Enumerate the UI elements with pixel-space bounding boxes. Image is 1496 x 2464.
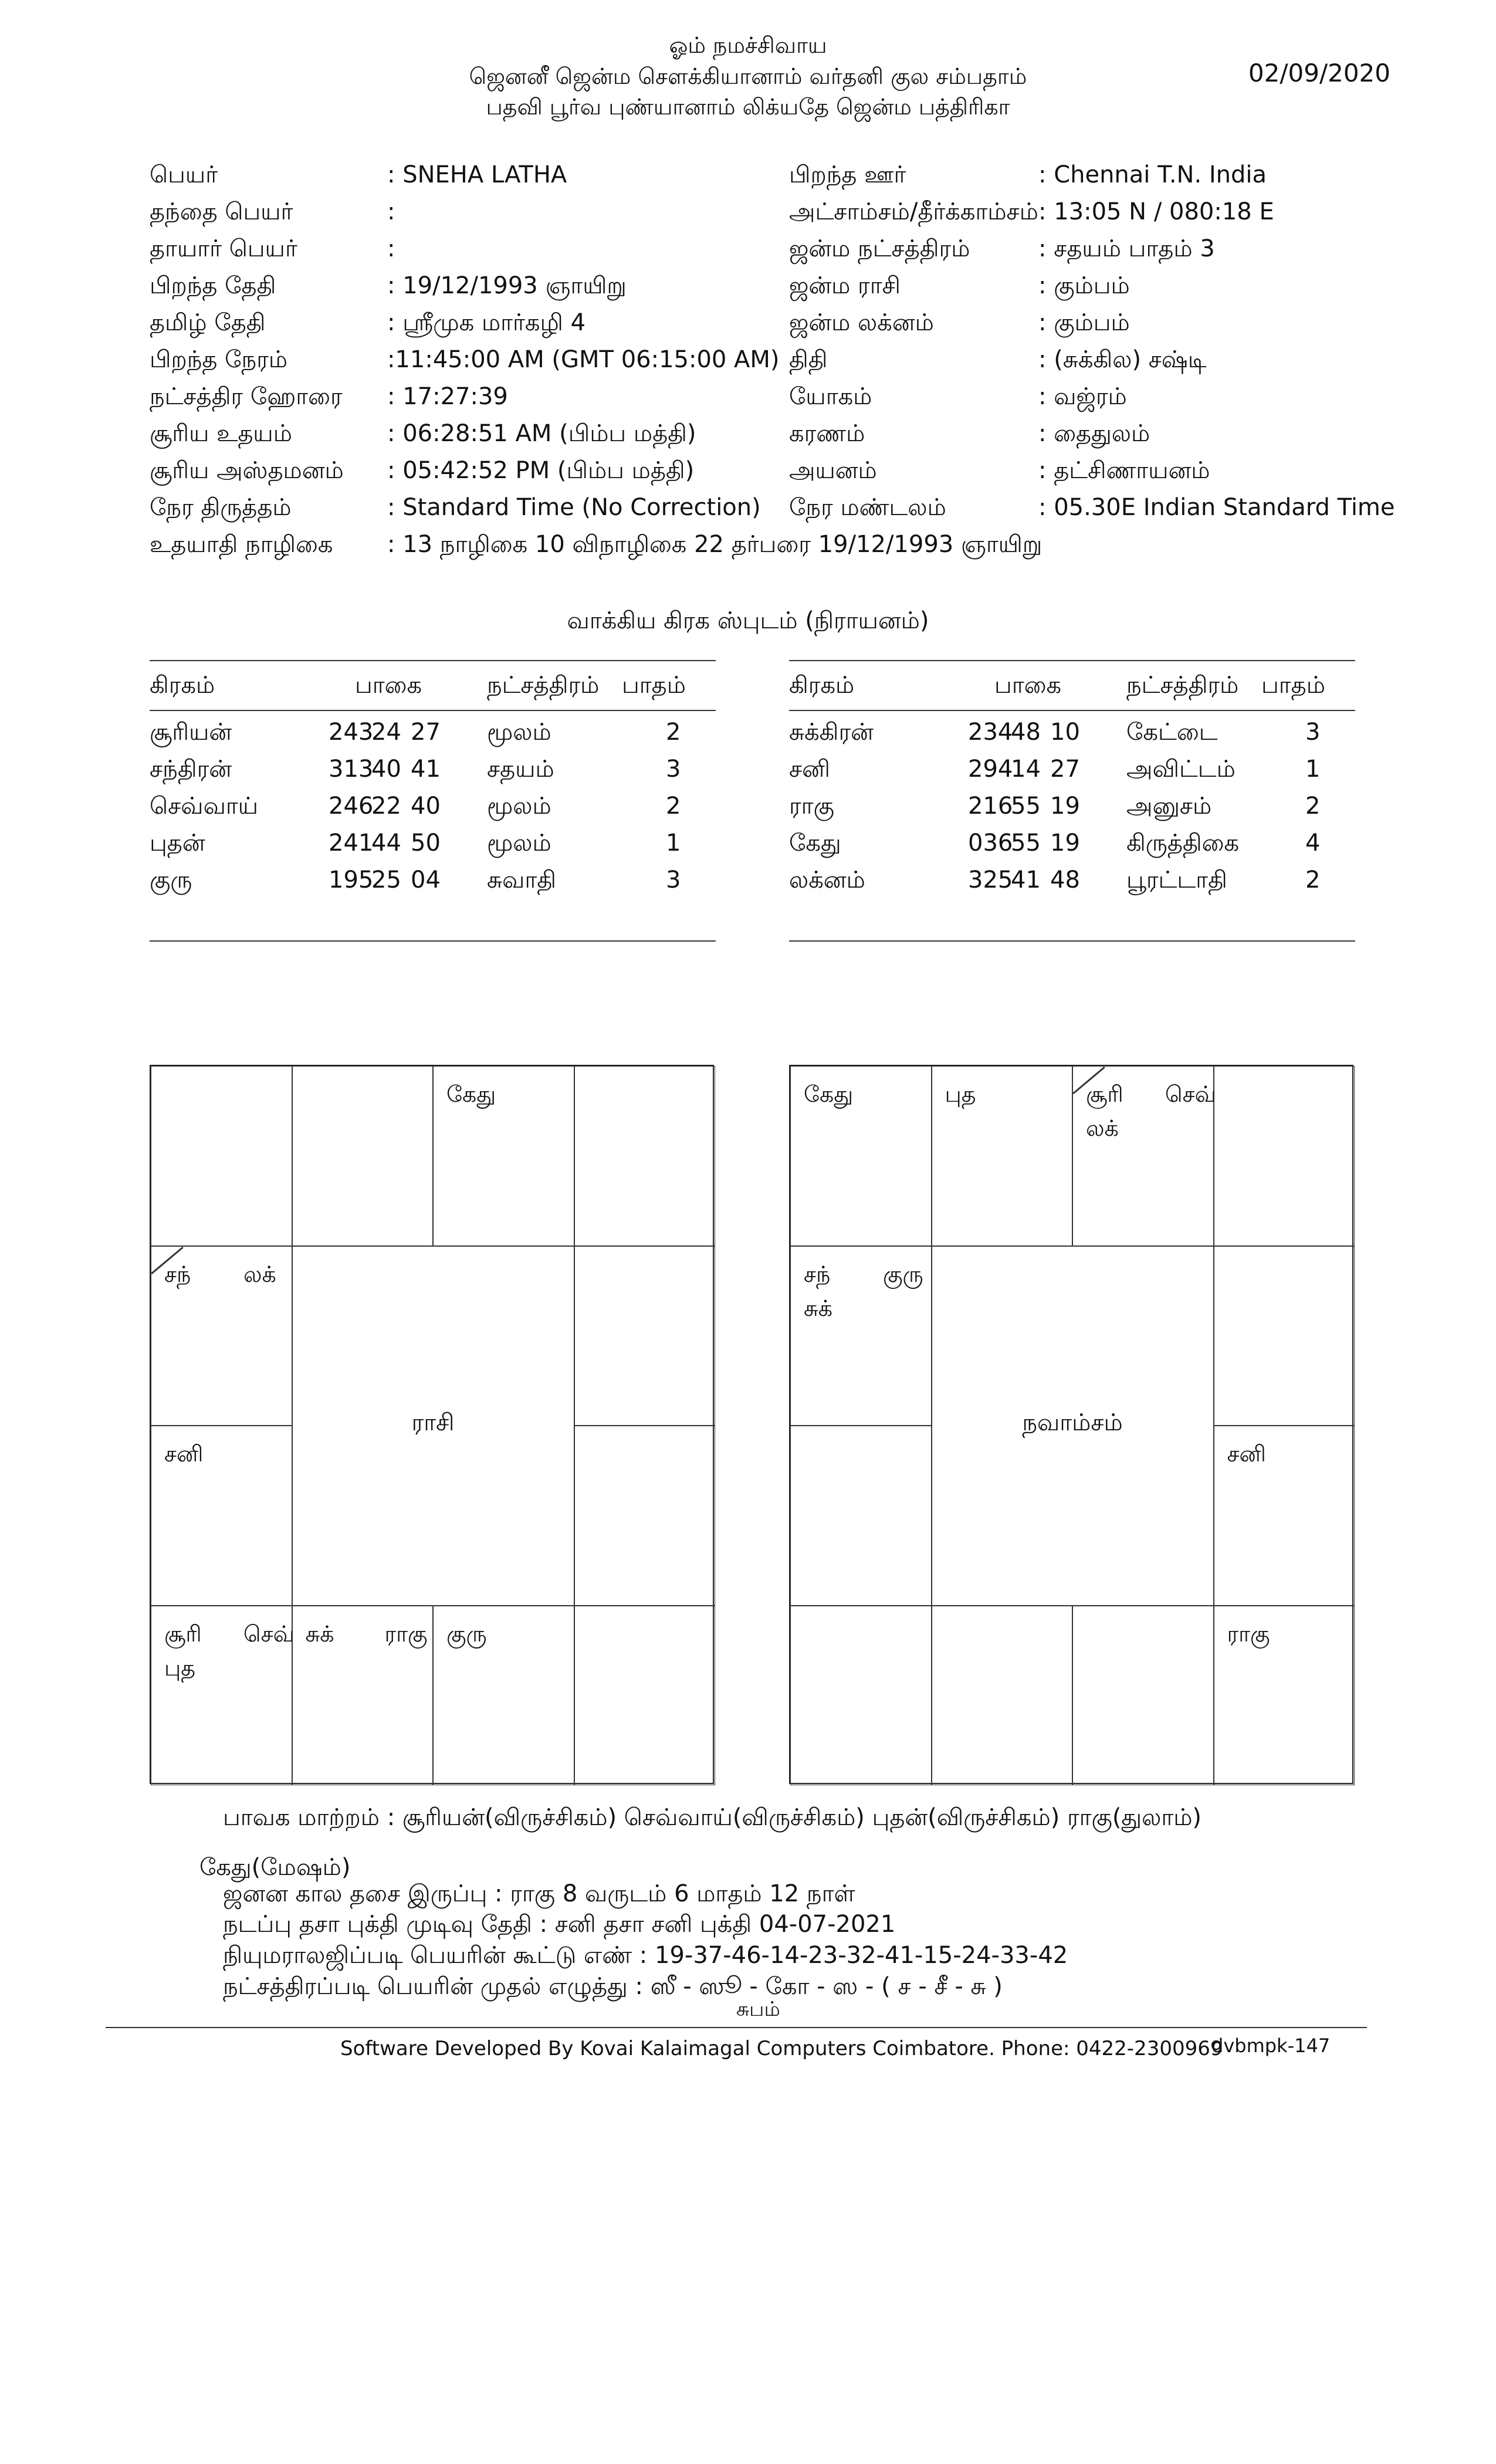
footer-rule [106, 2027, 1367, 2028]
detail-label: அயனம் [789, 457, 877, 484]
table-top-rule [789, 660, 1355, 661]
col-header-planet: கிரகம் [150, 672, 215, 699]
detail-value: :11:45:00 AM (GMT 06:15:00 AM) [387, 346, 780, 373]
chart-house [433, 1606, 574, 1786]
planet-pada: 3 [666, 756, 681, 783]
chart-house [292, 1606, 434, 1786]
detail-label: தந்தை பெயர் [150, 198, 293, 225]
col-header-pada: பாதம் [1261, 672, 1325, 699]
bhava-change-2: கேது(மேஷம்) [199, 1854, 351, 1881]
table-header-rule [789, 710, 1355, 711]
col-header-pada: பாதம் [622, 672, 686, 699]
planet-s: 19 [1050, 830, 1080, 857]
detail-value: : 17:27:39 [387, 383, 508, 410]
table-header-rule [150, 710, 716, 711]
chart-house [574, 1066, 716, 1246]
planet-star: அவிட்டம் [1126, 756, 1236, 783]
detail-label: தமிழ் தேதி [150, 309, 266, 336]
planet-pada: 1 [666, 830, 681, 857]
detail-label: கரணம் [789, 420, 865, 447]
detail-value: : [387, 198, 395, 225]
col-header-planet: கிரகம் [789, 672, 855, 699]
planet-planet: குரு [150, 867, 192, 893]
planet-star: மூலம் [487, 830, 551, 857]
planet-abbrev: சனி [1227, 1441, 1266, 1467]
table-top-rule [150, 660, 716, 661]
planet-planet: சுக்கிரன் [789, 719, 874, 746]
planet-pada: 2 [666, 793, 681, 820]
planet-star: பூரட்டாதி [1126, 867, 1227, 893]
planet-planet: லக்னம் [789, 867, 865, 893]
planet-d: 036 [968, 830, 1013, 857]
planet-pada: 2 [666, 719, 681, 746]
planet-d: 294 [968, 756, 1013, 783]
planet-star: மூலம் [487, 719, 551, 746]
numerology: நியுமராலஜிப்படி பெயரின் கூட்டு எண் : 19-37-46-14-23-32-41-15-24-33-42 [223, 1942, 1068, 1969]
chart-house [790, 1426, 932, 1606]
planet-star: மூலம் [487, 793, 551, 820]
planet-d: 313 [329, 756, 374, 783]
birth-dasa: ஜனன கால தசை இருப்பு : ராகு 8 வருடம் 6 மாதம் 12 நாள் [223, 1880, 855, 1907]
detail-label: நட்சத்திர ஹோரை [150, 383, 343, 410]
detail-label: பெயர் [150, 161, 218, 188]
planet-m: 25 [371, 867, 401, 893]
planet-planet: சூரியன் [150, 719, 232, 746]
planet-m: 40 [371, 756, 401, 783]
planet-s: 04 [411, 867, 441, 893]
detail-label: ஜன்ம ராசி [789, 272, 901, 299]
planet-m: 55 [1011, 793, 1041, 820]
chart-house [574, 1426, 716, 1606]
planet-planet: சனி [789, 756, 830, 783]
planet-s: 10 [1050, 719, 1080, 746]
chart-house [932, 1606, 1073, 1786]
planet-abbrev: புத [164, 1654, 196, 1681]
col-header-star: நட்சத்திரம் [487, 672, 600, 699]
planet-table-right [789, 660, 1355, 942]
planet-abbrev: கேது [446, 1081, 496, 1107]
detail-label: நேர மண்டலம் [789, 494, 946, 521]
planet-m: 48 [1011, 719, 1041, 746]
planet-d: 241 [329, 830, 374, 857]
detail-value: : [387, 235, 395, 262]
detail-value: : தட்சிணாயனம் [1038, 457, 1210, 484]
planet-abbrev: சந் [164, 1261, 191, 1287]
planet-planet: ராகு [789, 793, 834, 820]
header-line-2: ஜெனனீ ஜென்ம சௌக்கியானாம் வர்தனி குல சம்பதாம் [469, 63, 1027, 89]
planet-s: 41 [411, 756, 441, 783]
planet-star: கிருத்திகை [1126, 830, 1240, 857]
print-date: 02/09/2020 [1248, 59, 1390, 87]
detail-value: : (சுக்கில) சஷ்டி [1038, 346, 1207, 373]
name-first-letter: நட்சத்திரப்படி பெயரின் முதல் எழுத்து : ஸீ - ஸூ - கோ - ஸ - ( ச - சீ - சு ) [223, 1973, 1003, 2000]
chart-house [790, 1246, 932, 1426]
detail-value: : கும்பம் [1038, 309, 1130, 336]
detail-value: : 05:42:52 PM (பிம்ப மத்தி) [387, 457, 695, 484]
detail-value: : 06:28:51 AM (பிம்ப மத்தி) [387, 420, 696, 447]
detail-value: : 13 நாழிகை 10 விநாழிகை 22 தர்பரை 19/12/1993 ஞாயிறு [387, 531, 1043, 558]
planet-s: 27 [1050, 756, 1080, 783]
detail-value: : வஜ்ரம் [1038, 383, 1127, 410]
planet-star: சுவாதி [487, 867, 557, 893]
planet-planet: புதன் [150, 830, 205, 857]
planet-d: 234 [968, 719, 1013, 746]
col-header-star: நட்சத்திரம் [1126, 672, 1239, 699]
detail-label: சூரிய உதயம் [150, 420, 292, 447]
detail-label: ஜன்ம நட்சத்திரம் [789, 235, 970, 262]
table-bottom-rule [150, 940, 716, 942]
planet-abbrev: ராகு [1227, 1620, 1270, 1647]
detail-label: பிறந்த நேரம் [150, 346, 288, 373]
chart-house [1072, 1066, 1214, 1246]
planet-abbrev: சனி [164, 1441, 204, 1467]
planet-abbrev: லக் [1086, 1115, 1119, 1141]
planet-pada: 3 [1305, 719, 1321, 746]
planet-s: 48 [1050, 867, 1080, 893]
chart-house [1214, 1246, 1355, 1426]
table-bottom-rule [789, 940, 1355, 942]
planet-abbrev: சூரி [164, 1620, 202, 1647]
planet-m: 41 [1011, 867, 1041, 893]
planet-d: 216 [968, 793, 1013, 820]
planet-d: 195 [329, 867, 374, 893]
planet-pada: 4 [1305, 830, 1321, 857]
planet-s: 27 [411, 719, 441, 746]
detail-value: : Chennai T.N. India [1038, 161, 1267, 188]
detail-label: ஜன்ம லக்னம் [789, 309, 934, 336]
planet-abbrev: செவ் [1165, 1081, 1216, 1107]
detail-value: : 19/12/1993 ஞாயிறு [387, 272, 627, 299]
detail-value: : சதயம் பாதம் 3 [1038, 235, 1215, 262]
detail-value: : Standard Time (No Correction) [387, 494, 761, 521]
detail-label: யோகம் [789, 383, 872, 410]
detail-value: : SNEHA LATHA [387, 161, 567, 188]
detail-label: பிறந்த ஊர் [789, 161, 906, 188]
planet-s: 50 [411, 830, 441, 857]
planet-pada: 3 [666, 867, 681, 893]
planet-planet: கேது [789, 830, 841, 857]
planet-m: 14 [1011, 756, 1041, 783]
rasi-chart [150, 1065, 714, 1784]
header-line-3: பதவி பூர்வ புண்யானாம் லிக்யதே ஜென்ம பத்திரிகா [486, 94, 1010, 120]
chart-house [790, 1066, 932, 1246]
planet-star: சதயம் [487, 756, 554, 783]
planet-abbrev: புத [945, 1081, 976, 1107]
navamsa-chart [789, 1065, 1353, 1784]
chart-center-label: ராசி [411, 1409, 455, 1436]
chart-house [292, 1066, 434, 1246]
planet-abbrev: செவ் [243, 1620, 295, 1647]
planet-table-left [150, 660, 716, 942]
planet-m: 44 [371, 830, 401, 857]
planet-planet: சந்திரன் [150, 756, 232, 783]
chart-center-label: நவாம்சம் [1022, 1409, 1123, 1436]
chart-house [574, 1246, 716, 1426]
planet-planet: செவ்வாய் [150, 793, 259, 820]
chart-house [151, 1426, 292, 1606]
planet-m: 24 [371, 719, 401, 746]
planet-pada: 1 [1305, 756, 1321, 783]
planet-abbrev: சூரி [1086, 1081, 1123, 1107]
chart-house [151, 1246, 292, 1426]
col-header-degree: பாகை [355, 672, 422, 699]
col-header-degree: பாகை [994, 672, 1062, 699]
planet-m: 22 [371, 793, 401, 820]
chart-house [574, 1606, 716, 1786]
planet-abbrev: குரு [446, 1620, 487, 1647]
detail-label: பிறந்த தேதி [150, 272, 276, 299]
detail-label: உதயாதி நாழிகை [150, 531, 333, 558]
chart-house [1214, 1426, 1355, 1606]
detail-label: அட்சாம்சம்/தீர்க்காம்சம் [789, 198, 1038, 225]
planet-abbrev: லக் [243, 1261, 276, 1287]
detail-label: தாயார் பெயர் [150, 235, 297, 262]
planet-abbrev: சந் [804, 1261, 831, 1287]
document-code: dvbmpk-147 [1211, 2035, 1331, 2057]
detail-value: : ஸ்ரீமுக மார்கழி 4 [387, 309, 586, 336]
chart-house [151, 1606, 295, 1786]
auspicious: சுபம் [736, 1998, 780, 2021]
planet-s: 40 [411, 793, 441, 820]
planet-m: 55 [1011, 830, 1041, 857]
planet-d: 243 [329, 719, 374, 746]
planet-d: 325 [968, 867, 1013, 893]
bhava-change: பாவக மாற்றம் : சூரியன்(விருச்சிகம்) செவ்வாய்(விருச்சிகம்) புதன்(விருச்சிகம்) ராகு(துலாம்) [223, 1804, 1202, 1831]
planet-d: 246 [329, 793, 374, 820]
planet-abbrev: கேது [804, 1081, 854, 1107]
detail-value: : 05.30E Indian Standard Time [1038, 494, 1395, 521]
chart-house [433, 1066, 574, 1246]
detail-value: : 13:05 N / 080:18 E [1038, 198, 1274, 225]
detail-label: சூரிய அஸ்தமனம் [150, 457, 344, 484]
chart-house [932, 1066, 1073, 1246]
chart-house [151, 1066, 292, 1246]
planet-star: அனுசம் [1126, 793, 1212, 820]
header-line-1: ஓம் நமச்சிவாய [669, 32, 827, 58]
software-credit: Software Developed By Kovai Kalaimagal Computers Coimbatore. Phone: 0422-2300969 [340, 2037, 1223, 2060]
planet-pada: 2 [1305, 793, 1321, 820]
detail-label: திதி [789, 346, 828, 373]
detail-value: : கும்பம் [1038, 272, 1130, 299]
chart-house [1214, 1066, 1355, 1246]
detail-label: நேர திருத்தம் [150, 494, 292, 521]
chart-house [1072, 1606, 1214, 1786]
chart-house [790, 1606, 932, 1786]
planet-abbrev: குரு [883, 1261, 923, 1287]
planet-positions-title: வாக்கிய கிரக ஸ்புடம் (நிராயனம்) [567, 607, 929, 634]
planet-s: 19 [1050, 793, 1080, 820]
detail-value: : தைதுலம் [1038, 420, 1150, 447]
chart-house [1214, 1606, 1355, 1786]
dasa-bhukti-end: நடப்பு தசா புக்தி முடிவு தேதி : சனி தசா சனி புக்தி 04-07-2021 [223, 1911, 896, 1938]
planet-abbrev: சுக் [305, 1620, 334, 1647]
planet-star: கேட்டை [1126, 719, 1218, 746]
planet-pada: 2 [1305, 867, 1321, 893]
planet-abbrev: சுக் [804, 1295, 833, 1321]
planet-abbrev: ராகு [384, 1620, 428, 1647]
